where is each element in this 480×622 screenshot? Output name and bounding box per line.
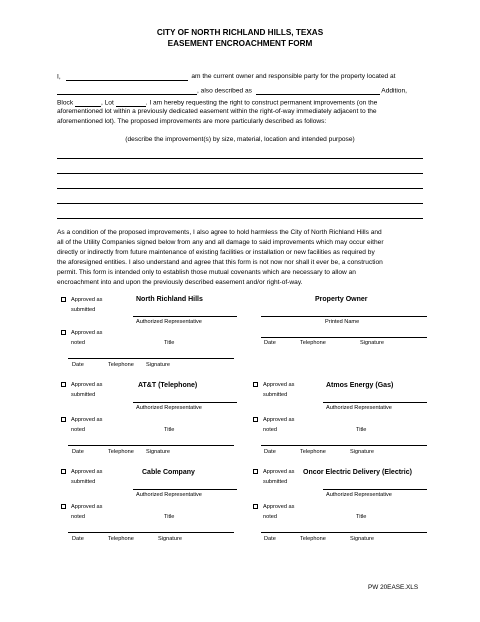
oncor-title-label: Title [356, 514, 367, 520]
nrh-submitted-checkbox[interactable] [61, 297, 66, 302]
cable-signature-label: Signature [158, 536, 182, 542]
form-code: PW 20EASE.XLS [368, 584, 419, 591]
att-rep-line[interactable] [133, 402, 237, 403]
atmos-title-label: Title [356, 427, 367, 433]
intro-line3 [57, 99, 377, 107]
owner-sign-line[interactable] [261, 337, 427, 338]
att-approved-label-2: Approved as [71, 417, 103, 423]
att-noted-label: noted [71, 427, 85, 433]
owner-signature-label: Signature [360, 340, 384, 346]
owner-name-field[interactable] [66, 73, 188, 81]
nrh-signature-label: Signature [146, 362, 170, 368]
cable-title: Cable Company [142, 469, 195, 476]
att-title: AT&T (Telephone) [138, 382, 198, 389]
cable-title-label: Title [164, 514, 175, 520]
atmos-telephone-label: Telephone [300, 449, 326, 455]
nrh-approved-label: Approved as [71, 297, 103, 303]
form-title-line1: CITY OF NORTH RICHLAND HILLS, TEXAS [156, 28, 324, 37]
att-date-line[interactable] [68, 445, 234, 446]
oncor-telephone-label: Telephone [300, 536, 326, 542]
nrh-rep-line[interactable] [133, 316, 237, 317]
att-title-label: Title [164, 427, 175, 433]
nrh-approved-label-2: Approved as [71, 330, 103, 336]
cable-rep-label: Authorized Representative [136, 492, 202, 498]
cable-submitted-label: submitted [71, 479, 96, 485]
atmos-date-label: Date [264, 449, 276, 455]
atmos-rep-line[interactable] [323, 402, 427, 403]
nrh-noted-label: noted [71, 340, 85, 346]
atmos-title: Atmos Energy (Gas) [326, 382, 394, 389]
att-rep-label: Authorized Representative [136, 405, 202, 411]
cable-noted-checkbox[interactable] [61, 504, 66, 509]
owner-name-line[interactable] [261, 316, 427, 317]
nrh-title-label: Title [164, 340, 175, 346]
oncor-rep-label: Authorized Representative [326, 492, 392, 498]
condition-line5: permit. This form is intended only to establish those mutual covenants which are necessary to allow an [57, 269, 356, 276]
condition-line6: encroachment into and upon the previously described easement and/or right-of-way. [57, 279, 303, 286]
att-approved-label: Approved as [71, 382, 103, 388]
cable-date-label: Date [72, 536, 84, 542]
nrh-title: North Richland Hills [136, 296, 203, 303]
intro-line5: aforementioned lot). The proposed improvements are more particularly described as follows: [57, 118, 327, 125]
oncor-signature-label: Signature [350, 536, 374, 542]
atmos-noted-label: noted [263, 427, 277, 433]
oncor-submitted-checkbox[interactable] [253, 469, 258, 474]
owner-printed-label: Printed Name [325, 319, 360, 325]
intro-line3-text: . I am hereby requesting the right to construct permanent improvements (on the [145, 99, 378, 107]
oncor-date-line[interactable] [261, 532, 427, 533]
nrh-submitted-label: submitted [71, 307, 96, 313]
condition-line1: As a condition of the proposed improvements, I also agree to hold harmless the City of North Richland Hills and [57, 229, 382, 236]
nrh-rep-label: Authorized Representative [136, 319, 202, 325]
addition-field[interactable] [256, 87, 380, 95]
atmos-approved-label: Approved as [263, 382, 295, 388]
cable-approved-label: Approved as [71, 469, 103, 475]
oncor-rep-line[interactable] [323, 489, 427, 490]
att-telephone-label: Telephone [108, 449, 134, 455]
lot-label: , Lot [100, 99, 114, 107]
att-submitted-checkbox[interactable] [61, 382, 66, 387]
property-location-field[interactable] [57, 87, 197, 95]
oncor-approved-label: Approved as [263, 469, 295, 475]
oncor-date-label: Date [264, 536, 276, 542]
intro-line1 [57, 73, 396, 81]
lot-field[interactable] [116, 99, 146, 107]
oncor-title: Oncor Electric Delivery (Electric) [303, 469, 412, 476]
nrh-noted-checkbox[interactable] [61, 330, 66, 335]
description-line-1[interactable] [57, 158, 423, 159]
description-line-3[interactable] [57, 188, 423, 189]
oncor-submitted-label: submitted [263, 479, 288, 485]
intro-line2-text: , also described as [197, 87, 252, 95]
oncor-noted-label: noted [263, 514, 277, 520]
describe-note: (describe the improvement(s) by size, material, location and intended purpose) [125, 136, 355, 143]
atmos-noted-checkbox[interactable] [253, 417, 258, 422]
intro-line4: aforementioned lot within a previously dedicated easement within the right-of-way immediately adjacent to the [57, 108, 377, 115]
atmos-date-line[interactable] [261, 445, 427, 446]
intro-line2 [57, 87, 407, 95]
condition-line3: directly or indirectly from future maintenance of existing facilities or installation or new facilities as required by [57, 249, 375, 256]
att-submitted-label: submitted [71, 392, 96, 398]
description-line-5[interactable] [57, 218, 423, 219]
owner-title: Property Owner [315, 296, 368, 303]
owner-telephone-label: Telephone [300, 340, 326, 346]
att-signature-label: Signature [146, 449, 170, 455]
nrh-date-label: Date [72, 362, 84, 368]
owner-date-label: Date [264, 340, 276, 346]
atmos-rep-label: Authorized Representative [326, 405, 392, 411]
form-title-line2: EASEMENT ENCROACHMENT FORM [167, 39, 313, 48]
nrh-date-line[interactable] [68, 358, 234, 359]
intro-line1-text: am the current owner and responsible party for the property located at [191, 73, 396, 81]
atmos-submitted-label: submitted [263, 392, 288, 398]
oncor-approved-label-2: Approved as [263, 504, 295, 510]
oncor-noted-checkbox[interactable] [253, 504, 258, 509]
cable-rep-line[interactable] [133, 489, 237, 490]
cable-date-line[interactable] [68, 532, 234, 533]
condition-line4: the aforesigned entities. I also understand and agree that this form is not now nor shall it ever be, a construction [57, 259, 383, 266]
intro-prefix: I, [57, 73, 61, 81]
description-line-4[interactable] [57, 203, 423, 204]
intro-line2-end: Addition, [381, 87, 407, 95]
block-label: Block [57, 99, 74, 107]
atmos-submitted-checkbox[interactable] [253, 382, 258, 387]
condition-line2: all of the Utility Companies signed below from any and all damage to said improvements which may occur either [57, 239, 384, 246]
att-noted-checkbox[interactable] [61, 417, 66, 422]
atmos-approved-label-2: Approved as [263, 417, 295, 423]
block-field[interactable] [75, 99, 101, 107]
description-line-2[interactable] [57, 173, 423, 174]
atmos-signature-label: Signature [350, 449, 374, 455]
nrh-telephone-label: Telephone [108, 362, 134, 368]
cable-submitted-checkbox[interactable] [61, 469, 66, 474]
cable-telephone-label: Telephone [108, 536, 134, 542]
att-date-label: Date [72, 449, 84, 455]
cable-noted-label: noted [71, 514, 85, 520]
cable-approved-label-2: Approved as [71, 504, 103, 510]
